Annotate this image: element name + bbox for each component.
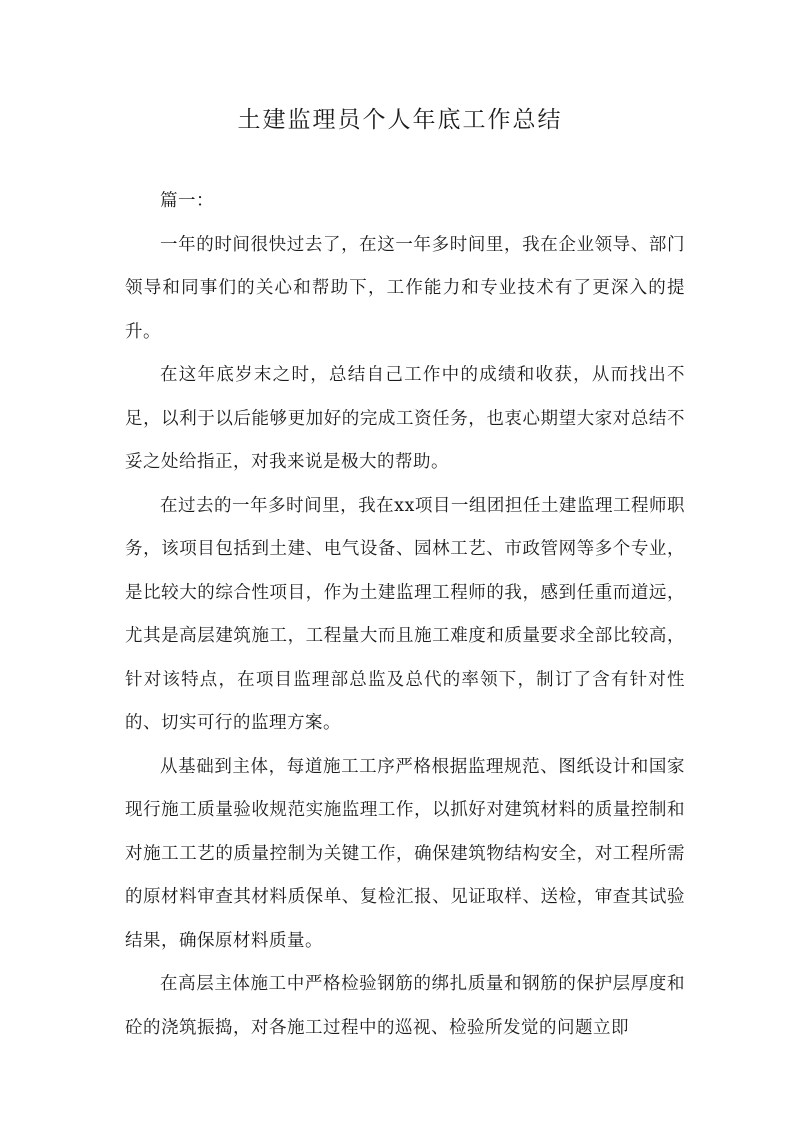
paragraph: 一年的时间很快过去了，在这一年多时间里，我在企业领导、部门领导和同事们的关心和帮助下，工作能力和专业技术有了更深入的提升。 (125, 234, 685, 342)
paragraph: 在这年底岁末之时，总结自己工作中的成绩和收获，从而找出不足，以利于以后能够更加好的完成工资任务，也衷心期望大家对总结不妥之处给指正，对我来说是极大的帮助。 (125, 365, 685, 472)
document-title: 土建监理员个人年底工作总结 (237, 107, 563, 133)
paragraph: 从基础到主体，每道施工工序严格根据监理规范、图纸设计和国家现行施工质量验收规范实施监理工作，以抓好对建筑材料的质量控制和对施工工艺的质量控制为关键工作，确保建筑物结构安全，对工程所需的原材料审查其材料质保单、复检汇报、见证取样、送检，审查其试验结果，确保原材料质量。 (125, 756, 685, 951)
paragraph-section-label: 篇一： (160, 191, 214, 211)
paragraph: 在过去的一年多时间里，我在xx项目一组团担任土建监理工程师职务，该项目包括到土建、电气设备、园林工艺、市政管网等多个专业，是比较大的综合性项目，作为土建监理工程师的我，感到任重而道远，尤其是高层建筑施工，工程量大而且施工难度和质量要求全部比较高，针对该特点，在项目监理部总监及总代的率领下，制订了含有针对性的、切实可行的监理方案。 (125, 495, 685, 733)
paragraph: 在高层主体施工中严格检验钢筋的绑扎质量和钢筋的保护层厚度和砼的浇筑振捣，对各施工过程中的巡视、检验所发觉的问题立即 (125, 974, 685, 1038)
document-body (125, 180, 685, 1050)
